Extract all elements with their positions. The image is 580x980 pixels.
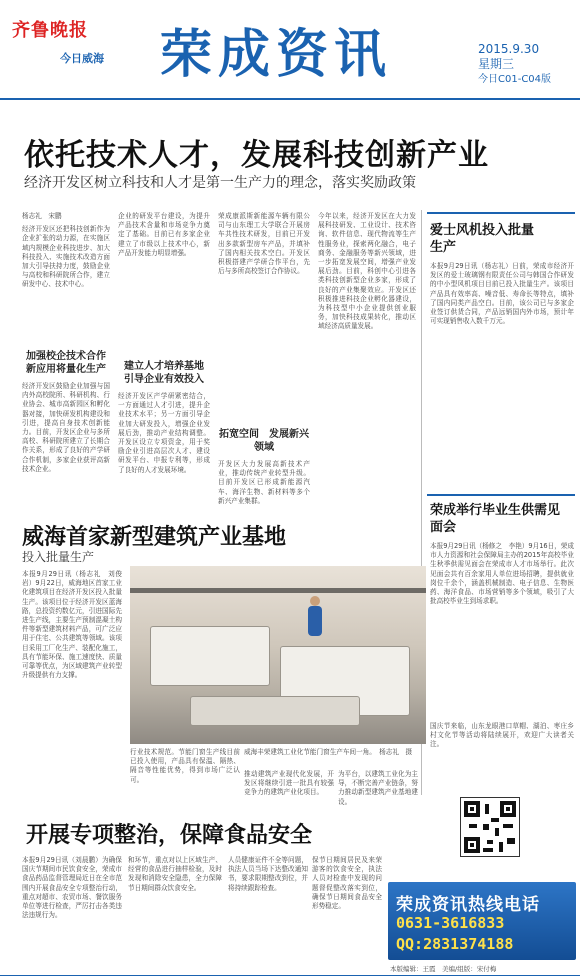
issue-date: 2015.9.30 (478, 42, 540, 56)
third-text-4: 保节日期间居民及来荣游客的饮食安全，执法人员对检查中发现的问题督促整改落实到位，确保节日期间食品安全形势稳定。 (312, 856, 382, 911)
lead-byline: 杨志礼 宋鹏 (22, 212, 62, 220)
lead-text-2a: 企业的研发平台建设，为提升产品技术含量和市场竞争力奠定了基础。目前已有多家企业建立了市级以上技术中心，新产品开发能力明显增强。 (118, 212, 210, 257)
lead-column-1a (22, 212, 110, 342)
side2-headline: 荣成举行毕业生供需见面会 (430, 503, 561, 535)
second-subheadline: 投入批量生产 (22, 550, 95, 564)
lead-text-3a: 荣成康派斯新能源车辆有限公司与山东理工大学联合开展房车共性技术研发，目前已开发出多款新型房车产品，并填补了国内相关技术空白。开发区积极搭建产学研合作平台，先后与多所高校签订合作协议。 (218, 212, 310, 276)
sidebar-rule-2 (427, 494, 575, 496)
second-text-3: 推动建筑产业现代化发展，开发区将继续引进一批具有较强竞争力的建筑产业化项目。 (244, 770, 334, 797)
lead-subhead-a: 加强校企技术合作 新应用将量化生产 (26, 351, 116, 375)
third-text-2: 和环节，重点对以上区域生产、经营的食品进行抽样检验，及时发现和消除安全隐患，全力保障节日期间群众饮食安全。 (128, 856, 222, 892)
lead-text-3b: 开发区大力发展高新技术产业，推动传统产业转型升级。目前开发区已形成新能源汽车、海洋生物、新材料等多个新兴产业集群。 (218, 460, 310, 505)
photo-machine-left (150, 626, 270, 686)
qr-code (460, 797, 520, 857)
lead-headline: 依托技术人才，发展科技创新产业 (24, 138, 489, 173)
side1-text: 本报9月29日讯（杨志礼）日前，荣成市经济开发区的爱士玻璃钢有限责任公司与韩国合作研发的中小型风机项目目前已投入批量生产。该项目产品具有效率高、噪音低、寿命长等特点，填补了国内同类产品空白。目前，该公司已与多家企业签订供货合同，产品远销国内外市场，预计年可实现销售收入数千万元。 (430, 262, 574, 326)
second-text-2: 行业技术规范。节能门窗生产线目前已投入使用，产品具有保温、隔热、隔音等性能优势，得到市场广泛认可。 (130, 748, 240, 784)
third-headline: 开展专项整治，保障食品安全 (26, 823, 313, 848)
lead-subhead-c: 拓宽空间 发展新兴领域 (219, 429, 309, 453)
photo-worker (308, 606, 322, 636)
third-text-3: 人员健康证件不全等问题，执法人员当场下达整改通知书，要求限期整改到位，并将持续跟踪检查。 (228, 856, 308, 892)
photo-conveyor (190, 696, 360, 726)
lead-text-1b: 经济开发区鼓励企业加强与国内外高校院所、科研机构、行业协会、城市高新园区和孵化器对接，加快研发机构建设和引进，提高自身技术创新能力。目前，开发区企业与多所高校、科研院所建立了长期合作关系，形成了良好的产学研合作机制，多家企业获评高新技术企业。 (22, 382, 110, 473)
page-footer: 本版编辑：王霞 美编/组版：宋付梅 (390, 965, 497, 973)
hotline-title: 荣成资讯热线电话 (396, 895, 540, 915)
photo-beam (130, 588, 426, 593)
lead-text-2b: 经济开发区产学研紧密结合，一方面通过人才引进，提升企业技术水平；另一方面引导企业加大研发投入，增强企业发展后劲，推动产业结构调整。开发区设立专项资金，用于奖励企业引进高层次人才、建设研发平台、申报专利等，形成了良好的人才发展环境。 (118, 392, 210, 474)
issue-pages: 今日C01-C04版 (478, 74, 552, 85)
second-text-1: 本报9月29日讯（杨志礼 刘俊岩）9月22日，威海地区首家工业化建筑项目在经济开发区投入批量生产。该项目位于经济开发区蓝海路，总投资约数亿元，引进国际先进生产线，主要生产预制混凝土构件等新型建筑材料产品，可广泛应用于住宅、公共建筑等领域。该项目采用工厂化生产、装配化施工，具有节能环保、施工速度快、质量可靠等优点，为区域建筑产业转型升级提供有力支撑。 (22, 570, 122, 680)
issue-weekday: 星期三 (478, 57, 515, 71)
date-block (478, 42, 551, 87)
lead-subhead-b: 建立人才培养基地 引导企业有效投入 (124, 361, 214, 385)
second-headline: 威海首家新型建筑产业基地 (22, 525, 287, 550)
masthead (0, 0, 580, 100)
lead-text-1a: 经济开发区还把科技创新作为企业扩张的动力源，在实施区域内规模企业科技进步、加大科技投入、实施技术改造方面加大引导扶持力度，鼓励企业与高校和科研院所合作，建立研发中心、技术中心。 (22, 225, 110, 289)
second-text-4: 为平台，以建筑工业化为主导，不断完善产业链条，努力推动新型建筑产业基地建设。 (338, 770, 418, 806)
hotline-qq: QQ:2831374188 (396, 935, 514, 953)
photo-worker-head (310, 596, 320, 606)
brand-logo: 齐鲁晚报 (12, 20, 88, 41)
photo-caption: 威海丰荣建筑工业化节能门窗生产车间一角。 杨志礼 摄 (244, 748, 413, 756)
brand-subtitle: 今日威海 (60, 52, 104, 65)
factory-photo (130, 566, 426, 744)
lead-text-4: 今年以来，经济开发区在大力发展科技研发、工业设计、技术咨询、软件信息、现代物流等生产性服务业，探索两化融合，电子商务、金融服务等新兴领域，进一步拓宽发展空间，增强产业发展后劲。目前，科创中心引进各类科技创新型企业多家，形成了良好的产业集聚效应。开发区还积极推进科技企业孵化器建设，为科技型中小企业提供创业服务，加快科技成果转化，推动区域经济高质量发展。 (318, 212, 416, 331)
side1-headline: 爱士风机投入批量生产 (430, 223, 535, 255)
side2-text: 本报9月29日讯（杨修之 李艳）9月16日，荣成市人力资源和社会保障局主办的2015年高校毕业生秋季供需见面会在荣成市人才市场举行。此次见面会共有百余家用人单位进场招聘，提供就业岗位千余个，涵盖机械制造、电子信息、生物医药、海洋食品、市场营销等多个领域，吸引了大批高校毕业生到场求职。 (430, 542, 574, 606)
bottom-rule (0, 975, 580, 976)
page-title: 荣成资讯 (160, 24, 393, 85)
sidebar-rule-1 (427, 212, 575, 214)
hotline-ad (388, 882, 576, 960)
lead-subheadline: 经济开发区树立科技和人才是第一生产力的理念，落实奖励政策 (24, 175, 416, 191)
hotline-phone: 0631-3616833 (396, 914, 505, 932)
third-text-1: 本报9月29日讯（刘晨鹏）为确保国庆节期间市民饮食安全，荣成市食品药品监督管理局近日在全市范围内开展食品安全专项整治行动，重点对超市、农贸市场、餐饮服务单位等进行检查，严厉打击各类违法违规行为。 (22, 856, 122, 920)
side2-notice: 国庆节来临，山东龙眼港口草帽、湖泊、枣庄乡村文化节等活动将陆续展开，欢迎广大读者关注。 (430, 722, 574, 749)
